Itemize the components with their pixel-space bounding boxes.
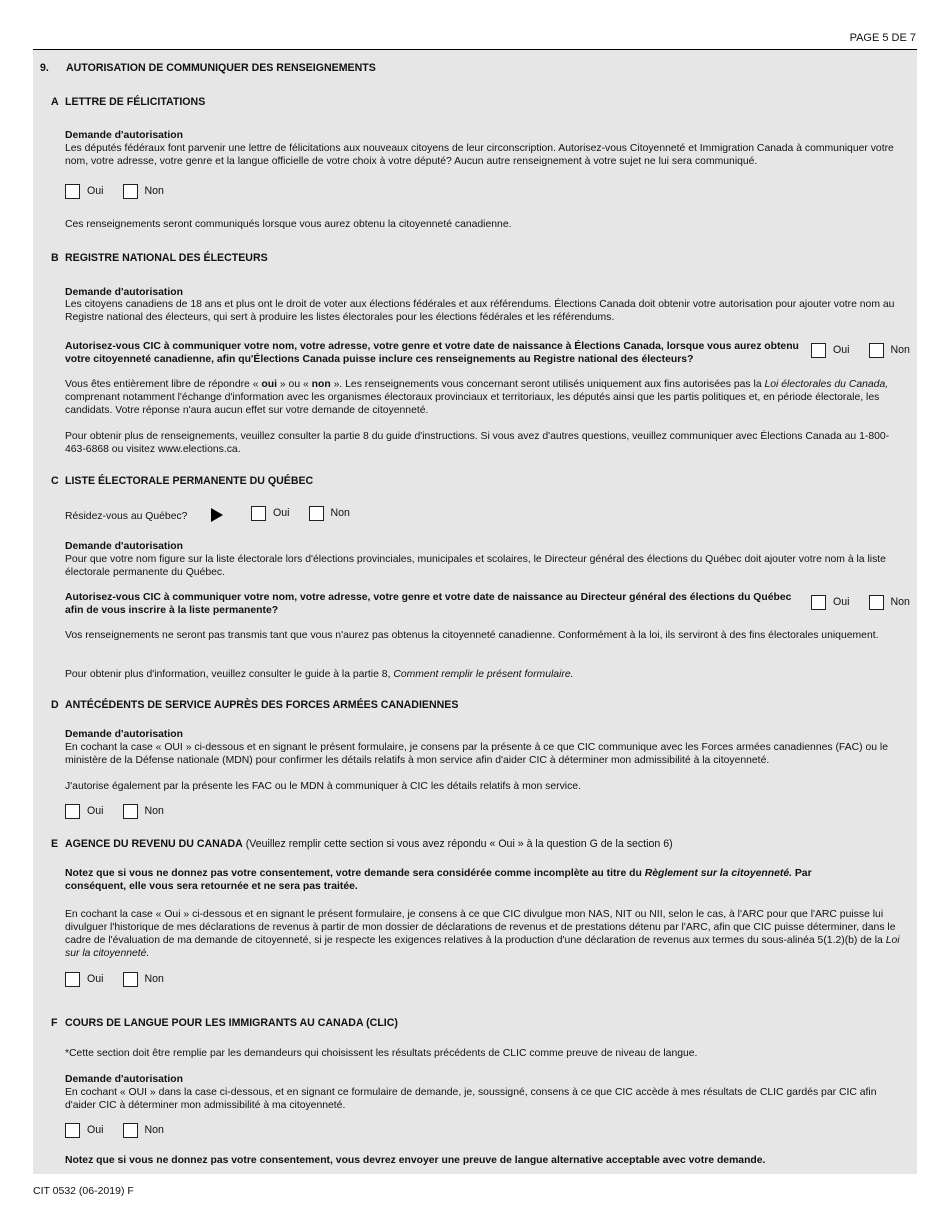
c-oui-label: Oui [833, 595, 850, 608]
form-code: CIT 0532 (06-2019) F [33, 1185, 134, 1197]
subsection-a-heading [51, 96, 205, 109]
a-consent-choices [65, 184, 164, 199]
c-residence-oui-label: Oui [273, 506, 290, 519]
d-request-body: En cochant la case « OUI » ci-dessous et en signant le présent formulaire, je consens par la présente à ce que CIC communique avec les Forces armées canadiennes (FAC) ou le ministère de la Défense nationale (MDN) pour confirmer les détails relatifs à mon service afin d'aider CIC à déterminer mon admissibilité à la citoyenneté. [65, 742, 889, 766]
e-consent: En cochant la case « Oui » ci-dessous et en signant le présent formulaire, je consens à ce que CIC divulgue mon NAS, NIT ou NII, selon le cas, à l'ARC pour que l'ARC puisse lui divulguer l'historique de mes déclarations de revenus à partir de mon dossier de déclarations de revenus et de prestations détenu par l'ARC, afin que CIC puisse déterminer, dans le cadre de l'évaluation de ma demande de citoyenneté, si je respecte les exigences relatives à la production d'une déclaration de revenus aux termes du sous-alinéa 5(1.2)(b) de la Loi sur la citoyenneté. [65, 909, 900, 959]
subsection-d-letter: D [51, 699, 59, 711]
f-non-label: Non [144, 1123, 164, 1136]
c-oui-checkbox[interactable] [811, 595, 826, 610]
a-non-checkbox[interactable] [123, 184, 138, 199]
subsection-f-title: COURS DE LANGUE POUR LES IMMIGRANTS AU CANADA (CLIC) [65, 1017, 398, 1029]
c-info: Pour obtenir plus d'information, veuillez consulter le guide à la partie 8, Comment remplir le présent formulaire. [65, 669, 574, 680]
a-request-title: Demande d'autorisation [65, 130, 183, 141]
subsection-f-heading [51, 1017, 398, 1030]
f-oui-checkbox[interactable] [65, 1123, 80, 1138]
c-residence-choices [251, 506, 350, 521]
b-request-title: Demande d'autorisation [65, 287, 183, 298]
section-number: 9. [40, 62, 49, 74]
b-non-label: Non [890, 343, 910, 356]
b-oui-label: Oui [833, 343, 850, 356]
c-consent-choices [811, 595, 910, 610]
c-request-body: Pour que votre nom figure sur la liste électorale lors d'élections provinciales, municipales et scolaires, le Directeur général des élections du Québec doit ajouter votre nom à la liste électorale permanente du Québec. [65, 554, 886, 578]
b-oui-checkbox[interactable] [811, 343, 826, 358]
subsection-b-title: REGISTRE NATIONAL DES ÉLECTEURS [65, 252, 268, 264]
e-consent-choices [65, 972, 164, 987]
subsection-e-title-note: (Veuillez remplir cette section si vous avez répondu « Oui » à la question G de la section 6) [242, 838, 673, 850]
d-oui-label: Oui [87, 804, 104, 817]
subsection-c-heading [51, 475, 313, 488]
d-non-checkbox[interactable] [123, 804, 138, 819]
subsection-d-heading [51, 699, 458, 712]
c-request-title: Demande d'autorisation [65, 541, 183, 552]
arrow-right-icon [211, 508, 223, 522]
f-request-title: Demande d'autorisation [65, 1074, 183, 1085]
f-consent-choices [65, 1123, 164, 1138]
b-question: Autorisez-vous CIC à communiquer votre nom, votre adresse, votre genre et votre date de naissance à Élections Canada, lorsque vous aurez obtenu votre citoyenneté canadienne, afin qu'Élections Canada puisse inclure ces renseignements au Registre national des électeurs? [65, 341, 799, 365]
subsection-a-title: LETTRE DE FÉLICITATIONS [65, 96, 206, 108]
subsection-b-heading [51, 252, 268, 265]
b-info: Pour obtenir plus de renseignements, veuillez consulter la partie 8 du guide d'instructions. Si vous avez d'autres questions, veuillez communiquer avec Élections Canada au 1-800-463-6868 ou visitez www.elections.ca. [65, 431, 890, 455]
subsection-a-letter: A [51, 96, 59, 108]
subsection-f-letter: F [51, 1017, 58, 1029]
section-title: AUTORISATION DE COMMUNIQUER DES RENSEIGNEMENTS [66, 62, 376, 74]
subsection-c-title: LISTE ÉLECTORALE PERMANENTE DU QUÉBEC [65, 475, 314, 487]
b-non-checkbox[interactable] [869, 343, 884, 358]
d-oui-checkbox[interactable] [65, 804, 80, 819]
c-non-checkbox[interactable] [869, 595, 884, 610]
c-residence-non-label: Non [330, 506, 350, 519]
e-non-label: Non [144, 972, 164, 985]
a-non-label: Non [144, 184, 164, 197]
a-note: Ces renseignements seront communiqués lorsque vous aurez obtenu la citoyenneté canadienne. [65, 219, 512, 230]
b-consent-choices [811, 343, 910, 358]
f-oui-label: Oui [87, 1123, 104, 1136]
f-request-body: En cochant « OUI » dans la case ci-dessous, et en signant ce formulaire de demande, je, soussigné, consens à ce que CIC accède à mes résultats de CLIC gardés par CIC afin d'aider CIC à déterminer mon admissibilité à ma citoyenneté. [65, 1087, 877, 1111]
f-non-checkbox[interactable] [123, 1123, 138, 1138]
subsection-c-letter: C [51, 475, 59, 487]
d-also: J'autorise également par la présente les FAC ou le MDN à communiquer à CIC les détails relatifs à mon service. [65, 781, 581, 792]
subsection-d-title: ANTÉCÉDENTS DE SERVICE AUPRÈS DES FORCES ARMÉES CANADIENNES [65, 699, 459, 711]
subsection-e-heading [51, 838, 673, 851]
e-warning: Notez que si vous ne donnez pas votre consentement, votre demande sera considérée comme incomplète au titre du Règlement sur la citoyenneté. Par conséquent, elle vous sera retournée et ne sera pas traitée. [65, 868, 812, 892]
a-request-body: Les députés fédéraux font parvenir une lettre de félicitations aux nouveaux citoyens de leur circonscription. Autorisez-vous Citoyenneté et Immigration Canada à communiquer votre nom, votre adresse, votre genre et la langue officielle de votre choix à votre député? Aucun autre renseignement à votre sujet ne lui sera communiqué. [65, 143, 894, 167]
subsection-e-letter: E [51, 838, 59, 850]
b-free-to-answer: Vous êtes entièrement libre de répondre « oui » ou « non ». Les renseignements vous concernant seront utilisés uniquement aux fins autorisées pas la Loi électorales du Canada, comprenant notamment l'échange d'information avec les organismes électoraux provinciaux et territoriaux, les députés ainsi que les partis politiques et, en période électorale, les candidats. Votre réponse n'aura aucun effet sur votre demande de citoyenneté. [65, 379, 889, 416]
e-oui-checkbox[interactable] [65, 972, 80, 987]
e-non-checkbox[interactable] [123, 972, 138, 987]
f-intro: *Cette section doit être remplie par les demandeurs qui choisissent les résultats précédents de CLIC comme preuve de niveau de langue. [65, 1048, 698, 1059]
c-residence-non-checkbox[interactable] [309, 506, 324, 521]
a-oui-checkbox[interactable] [65, 184, 80, 199]
c-residence-question: Résidez-vous au Québec? [65, 511, 188, 522]
f-warning: Notez que si vous ne donnez pas votre consentement, vous devrez envoyer une preuve de langue alternative acceptable avec votre demande. [65, 1155, 766, 1166]
c-residence-oui-checkbox[interactable] [251, 506, 266, 521]
a-oui-label: Oui [87, 184, 104, 197]
e-oui-label: Oui [87, 972, 104, 985]
page-number: PAGE 5 DE 7 [849, 32, 916, 44]
d-non-label: Non [144, 804, 164, 817]
subsection-e-title: AGENCE DU REVENU DU CANADA [65, 838, 243, 850]
c-non-label: Non [890, 595, 910, 608]
c-question: Autorisez-vous CIC à communiquer votre nom, votre adresse, votre genre et votre date de naissance au Directeur général des élections du Québec afin de vous inscrire à la liste permanente? [65, 592, 792, 616]
d-consent-choices [65, 804, 164, 819]
d-request-title: Demande d'autorisation [65, 729, 183, 740]
subsection-b-letter: B [51, 252, 59, 264]
b-request-body: Les citoyens canadiens de 18 ans et plus ont le droit de voter aux élections fédérales et aux référendums. Élections Canada doit obtenir votre autorisation pour ajouter votre nom au Registre national des électeurs, qui sert à produire les listes électorales pour les élections fédérales et les référendums. [65, 299, 895, 323]
c-note: Vos renseignements ne seront pas transmis tant que vous n'aurez pas obtenus la citoyenneté canadienne. Conformément à la loi, ils serviront à des fins électorales uniquement. [65, 630, 879, 641]
